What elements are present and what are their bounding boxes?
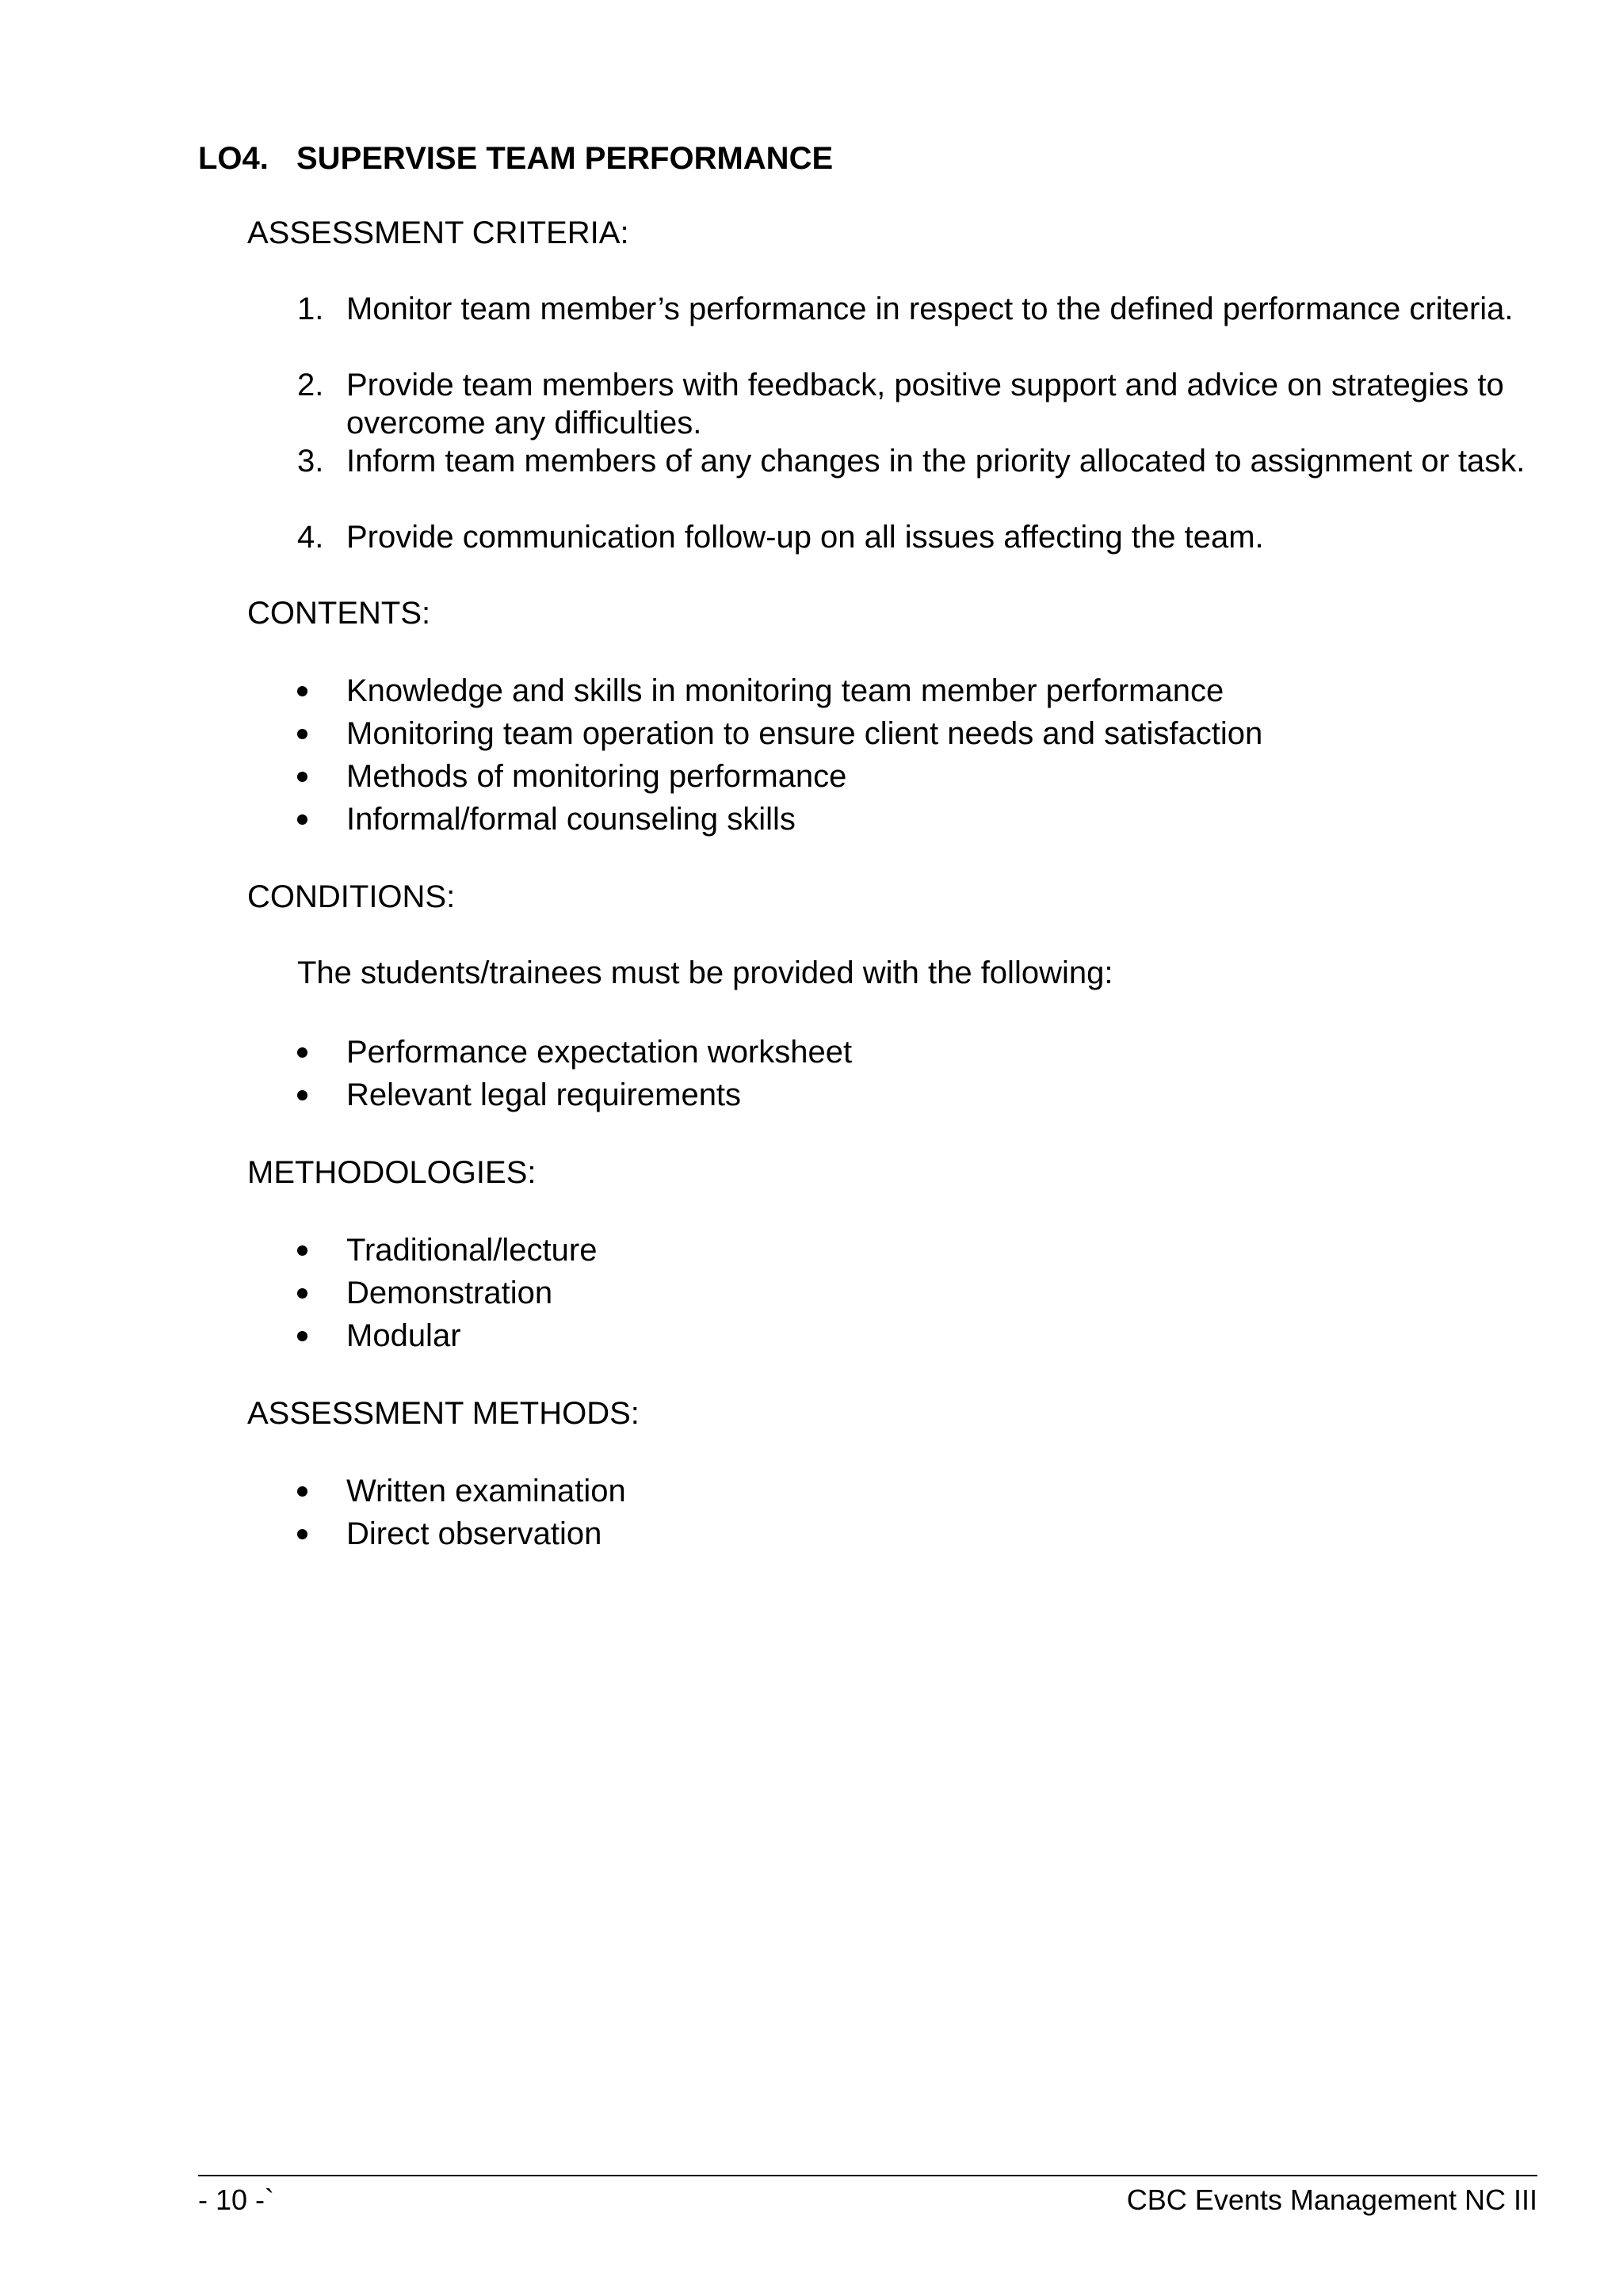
criteria-text: Provide communication follow-up on all issues affecting the team. — [346, 520, 1264, 555]
learning-outcome-title: SUPERVISE TEAM PERFORMANCE — [296, 141, 834, 176]
criteria-text: Monitor team member’s performance in respect to the defined performance criteria. — [346, 292, 1514, 326]
contents-text: Knowledge and skills in monitoring team member performance — [346, 673, 1224, 708]
contents-text: Informal/formal counseling skills — [346, 802, 796, 837]
bullet-icon — [297, 772, 307, 782]
methodologies-text: Demonstration — [346, 1276, 553, 1310]
learning-outcome-number: LO4. — [198, 141, 269, 176]
criteria-number: 3. — [297, 444, 324, 479]
page-number: - 10 -` — [198, 2183, 275, 2216]
bullet-icon — [297, 1486, 307, 1497]
assessment-methods-text: Written examination — [346, 1474, 626, 1508]
contents-text: Methods of monitoring performance — [346, 759, 847, 794]
conditions-intro: The students/trainees must be provided with the following: — [297, 955, 1113, 990]
learning-outcome-heading — [198, 136, 833, 181]
conditions-text: Relevant legal requirements — [346, 1077, 742, 1112]
bullet-icon — [297, 814, 307, 825]
methodologies-label: METHODOLOGIES: — [247, 1155, 537, 1190]
bullet-icon — [297, 1529, 307, 1539]
assessment-methods-text: Direct observation — [346, 1516, 602, 1551]
methodologies-text: Modular — [346, 1318, 461, 1353]
conditions-label: CONDITIONS: — [247, 879, 456, 914]
criteria-number: 4. — [297, 520, 324, 555]
contents-label: CONTENTS: — [247, 596, 431, 631]
assessment-criteria-label: ASSESSMENT CRITERIA: — [247, 215, 629, 250]
conditions-text: Performance expectation worksheet — [346, 1035, 853, 1070]
criteria-number: 1. — [297, 292, 324, 326]
bullet-icon — [297, 1047, 307, 1058]
footer-divider — [198, 2175, 1537, 2176]
methodologies-text: Traditional/lecture — [346, 1233, 598, 1268]
criteria-number: 2. — [297, 368, 324, 402]
assessment-methods-label: ASSESSMENT METHODS: — [247, 1396, 640, 1431]
bullet-icon — [297, 1245, 307, 1256]
bullet-icon — [297, 1090, 307, 1100]
bullet-icon — [297, 686, 307, 696]
criteria-text: Inform team members of any changes in the priority allocated to assignment or task. — [346, 444, 1526, 479]
footer-document-title: CBC Events Management NC III — [1126, 2183, 1537, 2216]
criteria-text: Provide team members with feedback, positive support and advice on strategies to overcome any difficulties. — [346, 368, 1504, 441]
bullet-icon — [297, 1288, 307, 1299]
contents-text: Monitoring team operation to ensure client needs and satisfaction — [346, 716, 1263, 751]
bullet-icon — [297, 729, 307, 739]
bullet-icon — [297, 1331, 307, 1341]
